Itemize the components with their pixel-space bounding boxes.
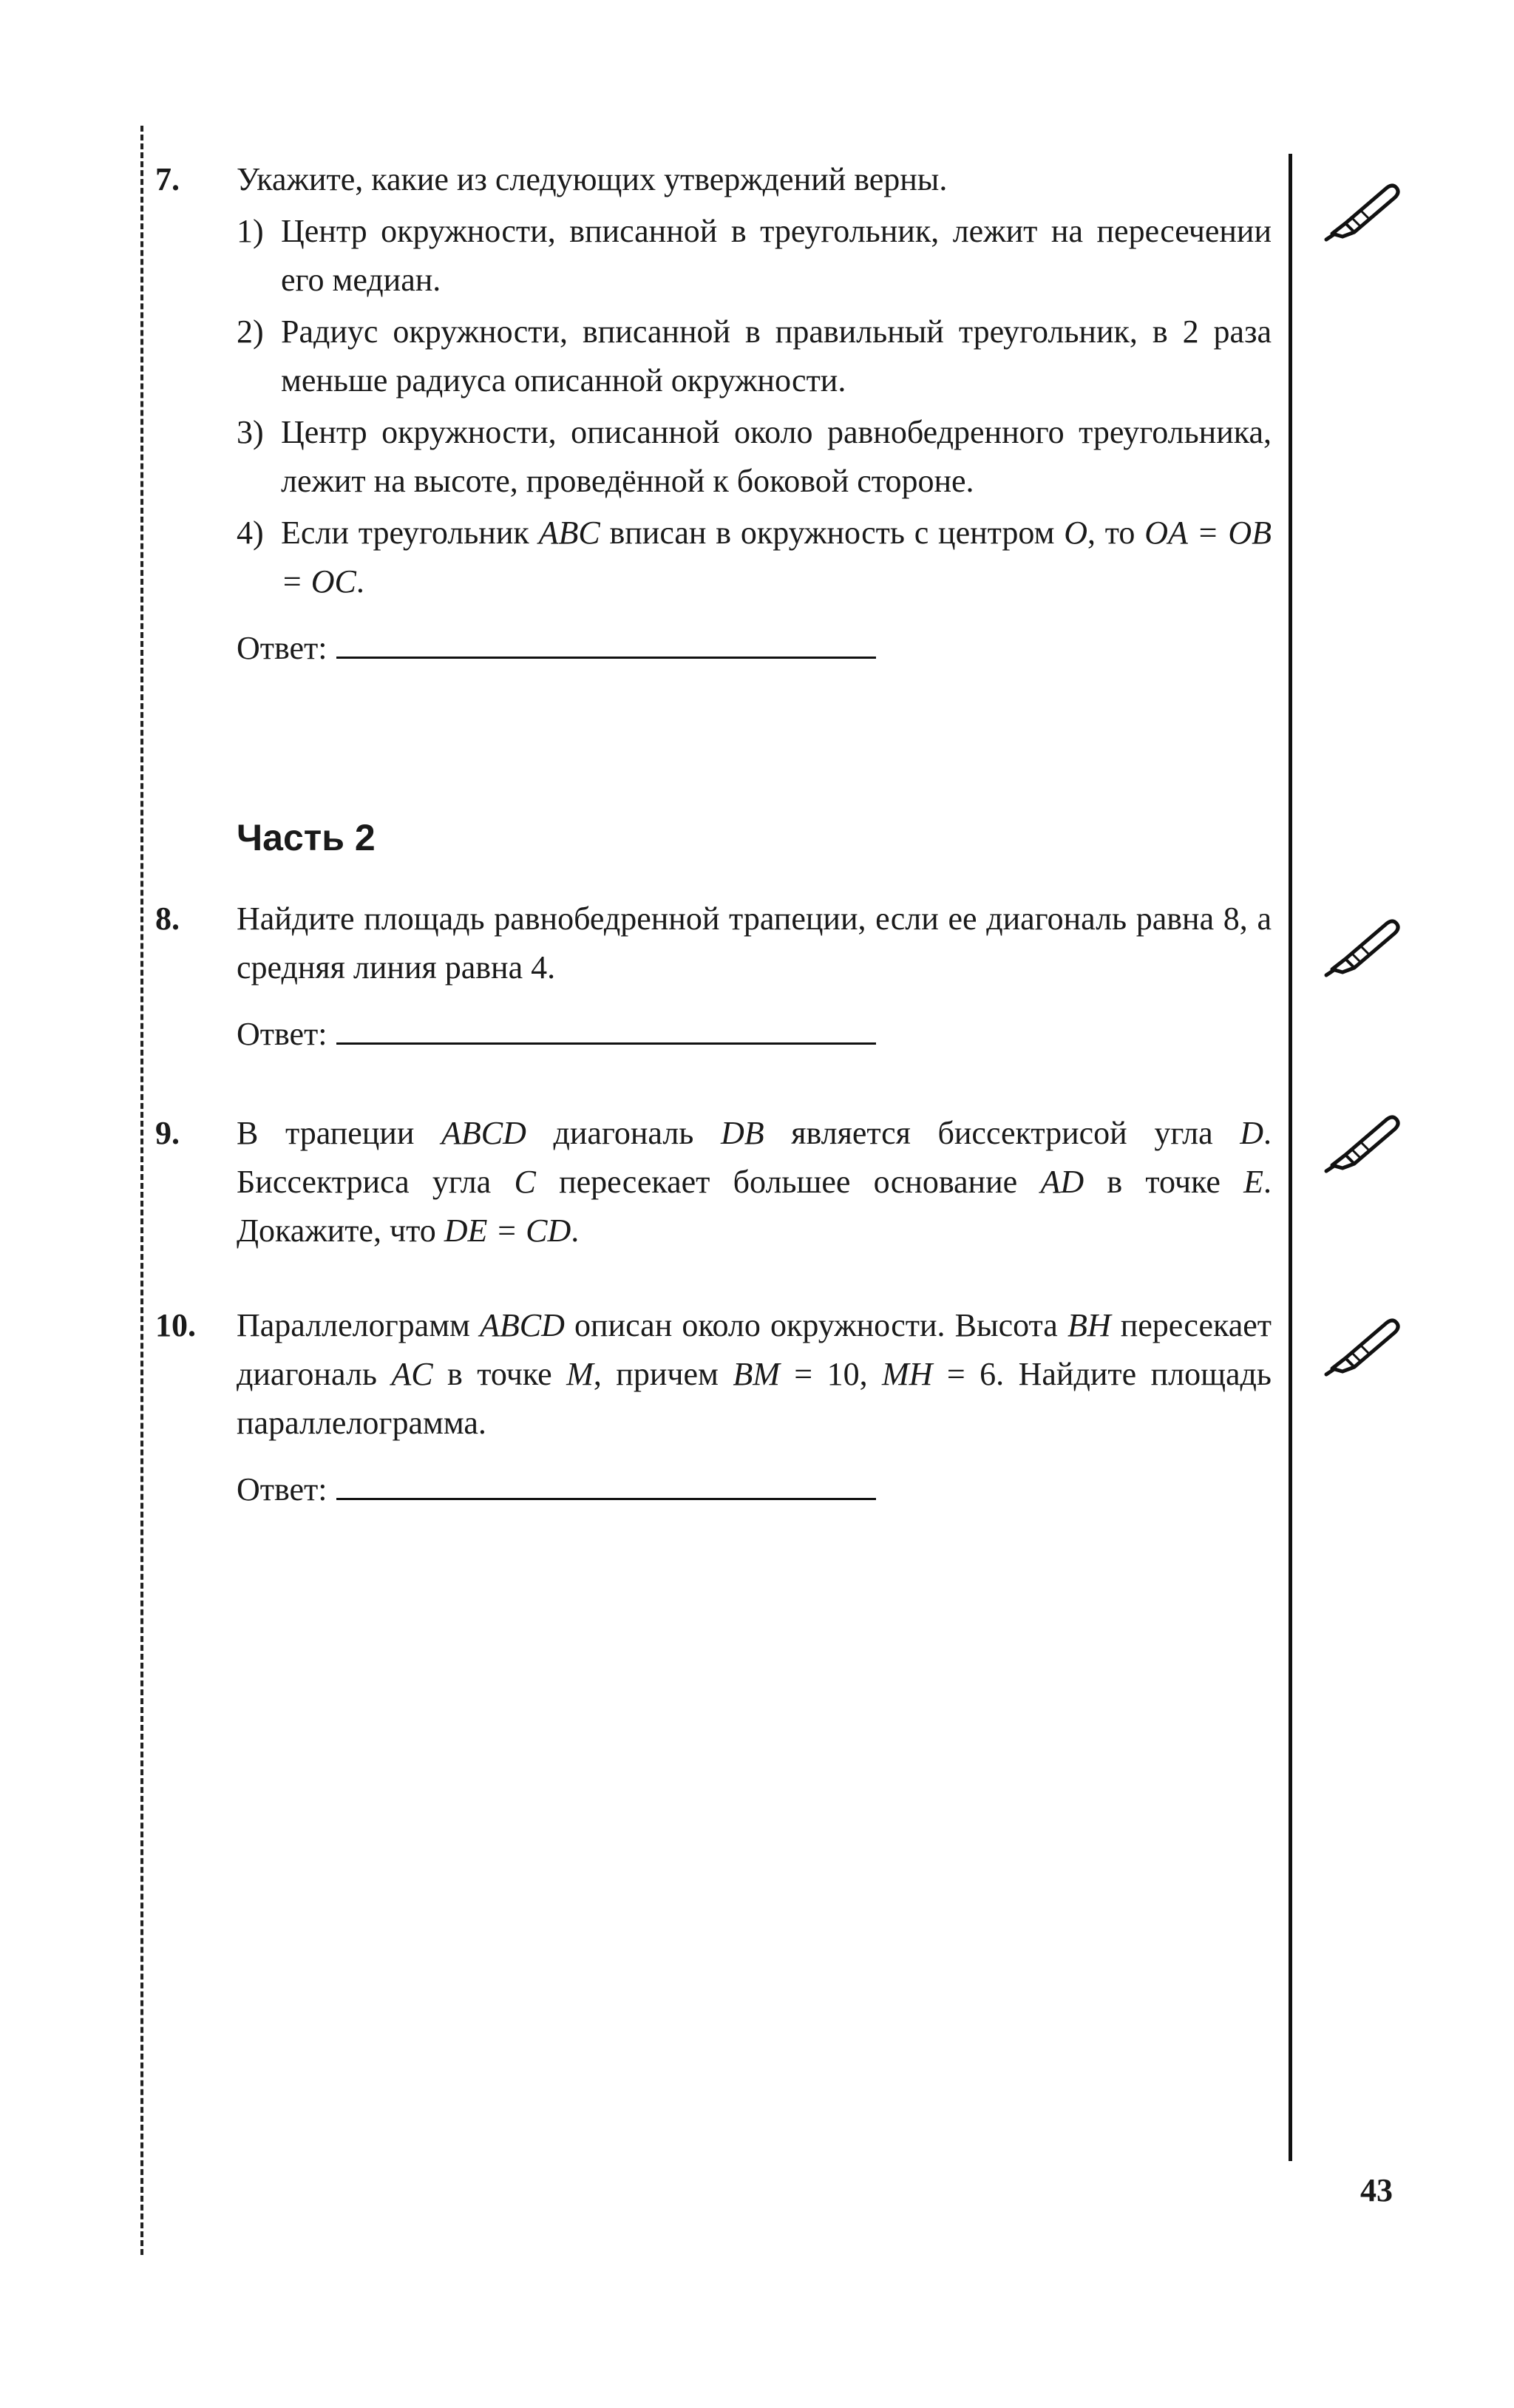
answer-field[interactable] [336, 656, 876, 659]
task-text: Параллелограмм ABCD описан около окружности. Высота BH пересекает диагональ AC в точке M, причем BM = 10, MH = 6. Найдите площадь параллелограмма. [237, 1307, 1272, 1441]
task-body [237, 895, 1272, 1059]
option-text: , то [1087, 515, 1145, 551]
option-4 [237, 509, 1272, 606]
cut-line [140, 126, 143, 2255]
option-1 [237, 207, 1272, 305]
task-number: 8. [155, 901, 180, 937]
section-title: Часть 2 [237, 817, 376, 858]
option-2 [237, 308, 1272, 405]
option-text: вписан в окружность с центром [600, 515, 1065, 551]
answer-field[interactable] [336, 1042, 876, 1045]
answer-row [237, 624, 1272, 673]
math-o: O [1064, 515, 1087, 551]
option-3 [237, 408, 1272, 506]
task-prompt: Укажите, какие из следующих утверждений верны. [237, 161, 948, 197]
answer-label: Ответ: [237, 1471, 327, 1507]
pen-icon [1323, 1312, 1405, 1379]
options-list [237, 207, 1272, 606]
option-text: Центр окружности, описанной около равнобедренного треугольника, лежит на высоте, проведённой к боковой стороне. [281, 414, 1272, 499]
task-text: Найдите площадь равнобедренной трапеции, если ее диагональ равна 8, а средняя линия равна 4. [237, 901, 1272, 986]
option-number: 4) [237, 515, 264, 551]
option-text: Центр окружности, вписанной в треугольник, лежит на пересечении его медиан. [281, 213, 1272, 298]
answer-row [237, 1010, 1272, 1059]
option-text: Если треугольник [281, 515, 539, 551]
task-number: 7. [155, 161, 180, 197]
pen-icon [1323, 913, 1405, 980]
option-number: 2) [237, 313, 264, 350]
page-number: 43 [1360, 2172, 1393, 2208]
option-text: . [356, 563, 364, 600]
answer-field[interactable] [336, 1497, 876, 1500]
answer-label: Ответ: [237, 1016, 327, 1052]
task-body [237, 155, 1272, 673]
pen-icon [1323, 177, 1405, 244]
task-number: 10. [155, 1307, 196, 1343]
option-text: Радиус окружности, вписанной в правильный треугольник, в 2 раза меньше радиуса описанной окружности. [281, 313, 1272, 398]
answer-label: Ответ: [237, 630, 327, 666]
task-body [237, 1301, 1272, 1514]
task-text: В трапеции ABCD диагональ DB является биссектрисой угла D. Биссектриса угла C пересекает большее основание AD в точке E. Докажите, что DE = CD. [237, 1115, 1272, 1249]
math-equation: OA = OB = OC [281, 515, 1272, 600]
task-body [237, 1109, 1272, 1255]
pen-icon [1323, 1109, 1405, 1176]
option-number: 3) [237, 414, 264, 450]
option-number: 1) [237, 213, 264, 249]
answer-row [237, 1465, 1272, 1514]
margin-rule [1289, 154, 1292, 2161]
task-number: 9. [155, 1115, 180, 1151]
math-abc: ABC [538, 515, 600, 551]
